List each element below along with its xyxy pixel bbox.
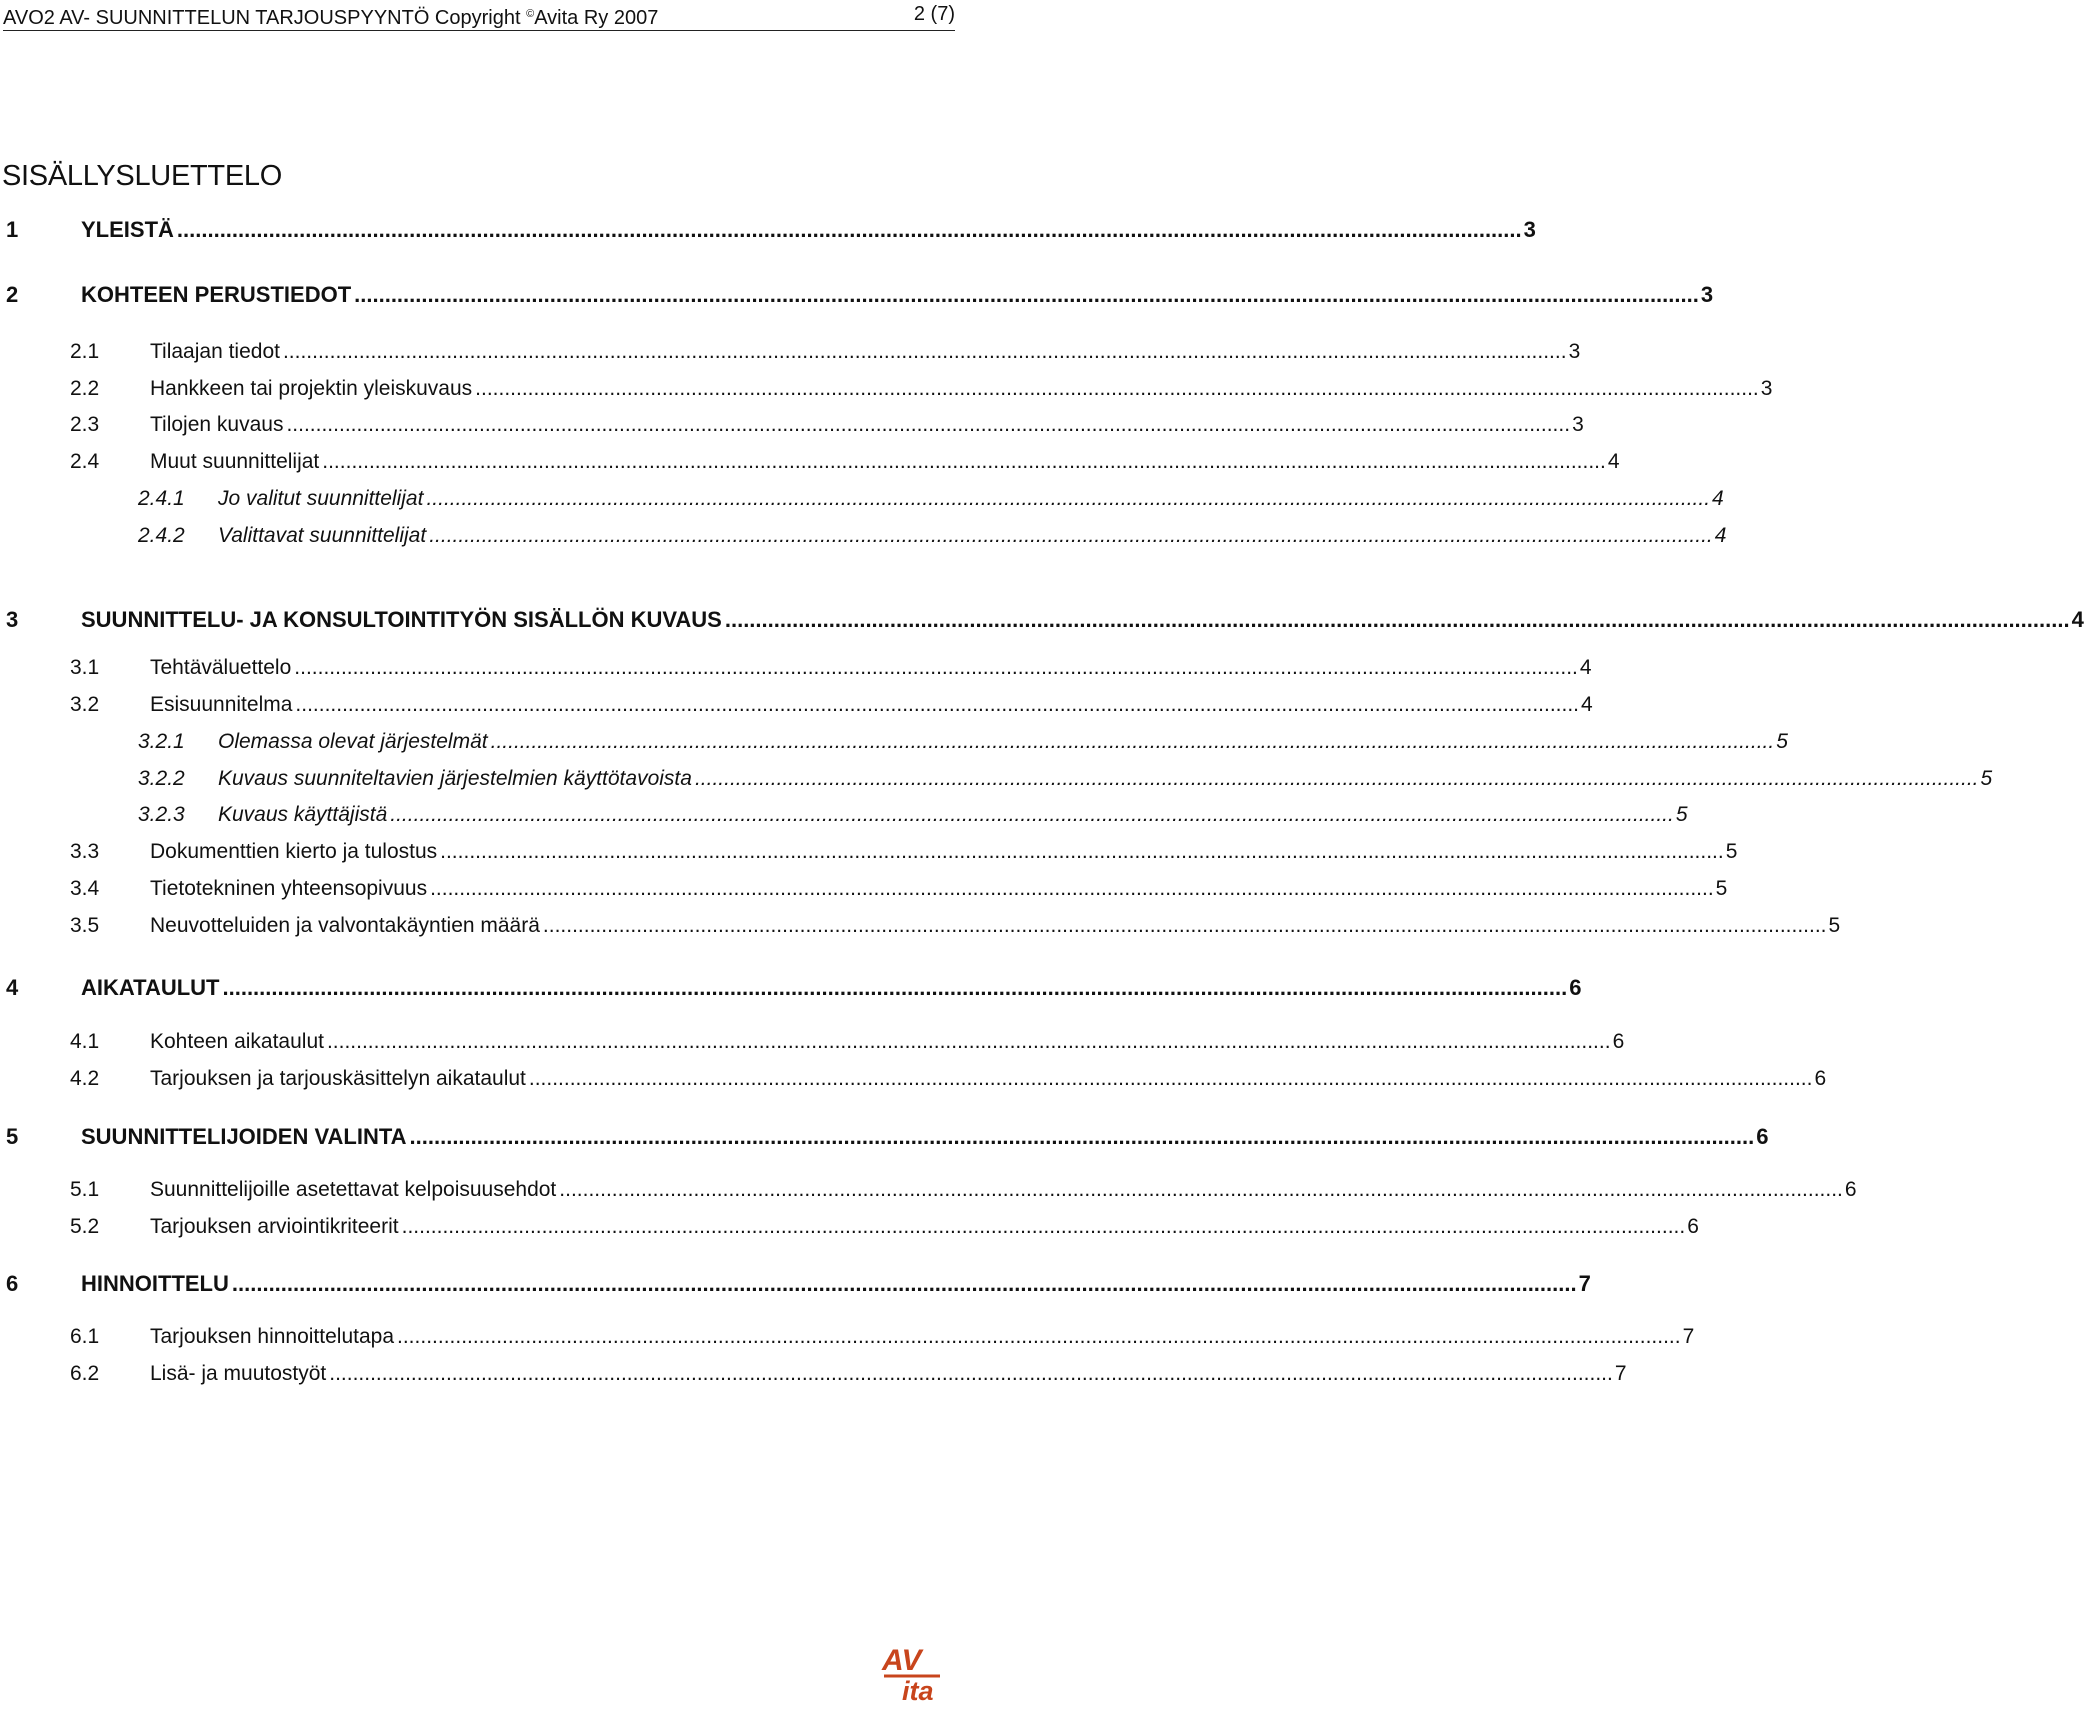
toc-entry-label: Tarjouksen arviointikriteerit [150, 1215, 399, 1238]
toc-entry[interactable] [138, 803, 1688, 827]
toc-entry[interactable] [6, 282, 1714, 308]
toc-entry-label: HINNOITTELU [81, 1271, 229, 1296]
toc-entry-number: 6.1 [70, 1325, 100, 1348]
toc-entry[interactable] [70, 877, 1728, 901]
toc-entry[interactable] [70, 914, 1841, 938]
dot-leader: ............................................................................................................................................................................................................................ [429, 524, 1713, 547]
toc-entry[interactable] [70, 1030, 1625, 1054]
toc-entry-label: Kuvaus käyttäjistä [218, 803, 388, 826]
toc-entry-label: AIKATAULUT [81, 975, 220, 1000]
toc-entry[interactable] [70, 450, 1620, 474]
toc-entry-page: 3 [1568, 340, 1581, 363]
dot-leader: ............................................................................................................................................................................................................................ [286, 413, 1571, 436]
document-title: AVO2 AV- SUUNNITTELUN TARJOUSPYYNTÖ Copyright ©Avita Ry 2007 [3, 7, 659, 29]
toc-entry-label: Kohteen aikataulut [150, 1030, 324, 1053]
toc-entry-number: 2.2 [70, 377, 100, 400]
toc-entry-label: SUUNNITTELIJOIDEN VALINTA [81, 1124, 407, 1149]
dot-leader: ............................................................................................................................................................................................................................ [559, 1178, 1843, 1201]
page-header [3, 0, 955, 31]
toc-entry-number: 2.3 [70, 413, 100, 436]
toc-entry-page: 6 [1814, 1067, 1827, 1090]
toc-entry[interactable] [70, 693, 1593, 717]
toc-entry-page: 5 [1980, 767, 1993, 790]
logo-text-bottom: ita [902, 1676, 934, 1706]
toc-entry-number: 4 [6, 975, 19, 1000]
toc-entry-number: 3.2 [70, 693, 100, 716]
toc-entry-number: 2.4 [70, 450, 100, 473]
toc-entry-number: 3.1 [70, 656, 100, 679]
toc-entry-label: Olemassa olevat järjestelmät [218, 730, 488, 753]
toc-entry-page: 6 [1612, 1030, 1625, 1053]
toc-entry-page: 6 [1756, 1124, 1769, 1149]
toc-entry-number: 4.2 [70, 1067, 100, 1090]
toc-entry[interactable] [6, 975, 1582, 1001]
publisher: Avita Ry 2007 [534, 7, 659, 29]
toc-entry-page: 5 [1715, 877, 1728, 900]
toc-entry[interactable] [70, 413, 1584, 437]
dot-leader: ............................................................................................................................................................................................................................ [401, 1215, 1686, 1238]
toc-entry-page: 3 [1572, 413, 1584, 436]
logo-text-top: AV [882, 1644, 922, 1677]
toc-entry-page: 4 [1714, 524, 1727, 547]
dot-leader: ............................................................................................................................................................................................................................ [354, 282, 1699, 307]
toc-entry[interactable] [70, 1215, 1699, 1239]
toc-entry[interactable] [138, 487, 1724, 511]
toc-entry-page: 3 [1760, 377, 1773, 400]
avita-logo [880, 1640, 958, 1708]
dot-leader: ............................................................................................................................................................................................................................ [542, 914, 1827, 937]
toc-entry-number: 3.2.3 [138, 803, 185, 826]
toc-entry[interactable] [70, 1325, 1695, 1349]
toc-entry-number: 5.2 [70, 1215, 100, 1238]
toc-entry[interactable] [138, 730, 1788, 754]
toc-entry-label: Valittavat suunnittelijat [218, 524, 427, 547]
toc-entry-page: 4 [1607, 450, 1620, 473]
dot-leader: ............................................................................................................................................................................................................................ [724, 607, 2070, 632]
toc-entry[interactable] [6, 1271, 1591, 1297]
toc-entry-label: Muut suunnittelijat [150, 450, 320, 473]
toc-entry-page: 6 [1844, 1178, 1857, 1201]
dot-leader: ............................................................................................................................................................................................................................ [326, 1030, 1611, 1053]
dot-leader: ............................................................................................................................................................................................................................ [322, 450, 1606, 473]
dot-leader: ............................................................................................................................................................................................................................ [694, 767, 1979, 790]
toc-entry-number: 6.2 [70, 1362, 100, 1385]
toc-entry-label: Tilaajan tiedot [150, 340, 280, 363]
toc-entry-page: 3 [1700, 282, 1714, 307]
toc-entry-label: Tietotekninen yhteensopivuus [150, 877, 428, 900]
toc-entry-label: Suunnittelijoille asetettavat kelpoisuusehdot [150, 1178, 557, 1201]
dot-leader: ............................................................................................................................................................................................................................ [390, 803, 1674, 826]
toc-entry[interactable] [70, 1067, 1827, 1091]
toc-entry-number: 2.1 [70, 340, 100, 363]
toc-entry-page: 3 [1523, 217, 1536, 242]
toc-entry-label: Lisä- ja muutostyöt [150, 1362, 327, 1385]
toc-entry[interactable] [6, 217, 1536, 243]
toc-entry-number: 1 [6, 217, 19, 242]
toc-entry[interactable] [70, 377, 1773, 401]
toc-entry-page: 7 [1614, 1362, 1627, 1385]
toc-entry-label: Tehtäväluettelo [150, 656, 292, 679]
copyright-symbol: © [526, 8, 535, 20]
page-indicator: 2 (7) [913, 3, 955, 25]
toc-entry-number: 6 [6, 1271, 19, 1296]
dot-leader: ............................................................................................................................................................................................................................ [440, 840, 1724, 863]
toc-entry[interactable] [70, 1362, 1627, 1386]
dot-leader: ............................................................................................................................................................................................................................ [430, 877, 1714, 900]
toc-entry-label: KOHTEEN PERUSTIEDOT [81, 282, 352, 307]
toc-title: SISÄLLYSLUETTELO [2, 160, 282, 192]
toc-entry-label: Tarjouksen hinnoittelutapa [150, 1325, 395, 1348]
toc-entry-page: 4 [1579, 656, 1592, 679]
toc-entry-number: 2.4.1 [138, 487, 185, 510]
toc-entry-label: Tarjouksen ja tarjouskäsittelyn aikataulut [150, 1067, 526, 1090]
toc-entry-page: 7 [1682, 1325, 1695, 1348]
dot-leader: ............................................................................................................................................................................................................................ [409, 1124, 1755, 1149]
toc-entry[interactable] [70, 340, 1581, 364]
dot-leader: ............................................................................................................................................................................................................................ [475, 377, 1759, 400]
toc-entry-number: 3.2.1 [138, 730, 185, 753]
toc-entry-number: 3.4 [70, 877, 100, 900]
toc-entry-label: Dokumenttien kierto ja tulostus [150, 840, 438, 863]
toc-entry-number: 3 [6, 607, 19, 632]
toc-entry-number: 5 [6, 1124, 19, 1149]
toc-entry-number: 4.1 [70, 1030, 100, 1053]
toc-entry-label: Hankkeen tai projektin yleiskuvaus [150, 377, 473, 400]
toc-entry[interactable] [70, 656, 1592, 680]
toc-entry-page: 4 [1581, 693, 1593, 716]
toc-entry-number: 3.2.2 [138, 767, 185, 790]
dot-leader: ............................................................................................................................................................................................................................ [231, 1271, 1577, 1296]
toc-entry-page: 4 [1712, 487, 1724, 510]
toc-entry-number: 2 [6, 282, 19, 307]
toc-entry[interactable] [70, 840, 1738, 864]
toc-entry-page: 6 [1569, 975, 1582, 1000]
dot-leader: ............................................................................................................................................................................................................................ [222, 975, 1568, 1000]
toc-entry-label: Jo valitut suunnittelijat [218, 487, 424, 510]
dot-leader: ............................................................................................................................................................................................................................ [329, 1362, 1613, 1385]
toc-entry-number: 2.4.2 [138, 524, 185, 547]
toc-entry-page: 5 [1675, 803, 1688, 826]
dot-leader: ............................................................................................................................................................................................................................ [490, 730, 1775, 753]
dot-leader: ............................................................................................................................................................................................................................ [295, 693, 1579, 716]
toc-entry[interactable] [138, 524, 1727, 548]
dot-leader: ............................................................................................................................................................................................................................ [176, 217, 1522, 242]
toc-entry-label: Kuvaus suunniteltavien järjestelmien käyttötavoista [218, 767, 692, 790]
toc-entry-page: 5 [1725, 840, 1738, 863]
toc-entry-page: 6 [1687, 1215, 1699, 1238]
toc-entry[interactable] [70, 1178, 1857, 1202]
toc-entry-label: YLEISTÄ [81, 217, 174, 242]
toc-entry-page: 7 [1578, 1271, 1591, 1296]
toc-entry-page: 5 [1828, 914, 1841, 937]
dot-leader: ............................................................................................................................................................................................................................ [294, 656, 1578, 679]
toc-entry[interactable] [138, 767, 1993, 791]
dot-leader: ............................................................................................................................................................................................................................ [426, 487, 1711, 510]
dot-leader: ............................................................................................................................................................................................................................ [397, 1325, 1681, 1348]
dot-leader: ............................................................................................................................................................................................................................ [282, 340, 1567, 363]
toc-entry-label: Esisuunnitelma [150, 693, 293, 716]
dot-leader: ............................................................................................................................................................................................................................ [528, 1067, 1813, 1090]
toc-entry-label: SUUNNITTELU- JA KONSULTOINTITYÖN SISÄLLÖN KUVAUS [81, 607, 722, 632]
toc-entry-number: 5.1 [70, 1178, 100, 1201]
toc-entry[interactable] [6, 1124, 1769, 1150]
toc-entry-number: 3.3 [70, 840, 100, 863]
toc-entry-number: 3.5 [70, 914, 100, 937]
toc-entry-page: 4 [2071, 607, 2084, 632]
toc-entry-page: 5 [1776, 730, 1788, 753]
toc-entry-label: Tilojen kuvaus [150, 413, 284, 436]
toc-entry-label: Neuvotteluiden ja valvontakäyntien määrä [150, 914, 540, 937]
toc-entry[interactable] [6, 607, 2084, 633]
